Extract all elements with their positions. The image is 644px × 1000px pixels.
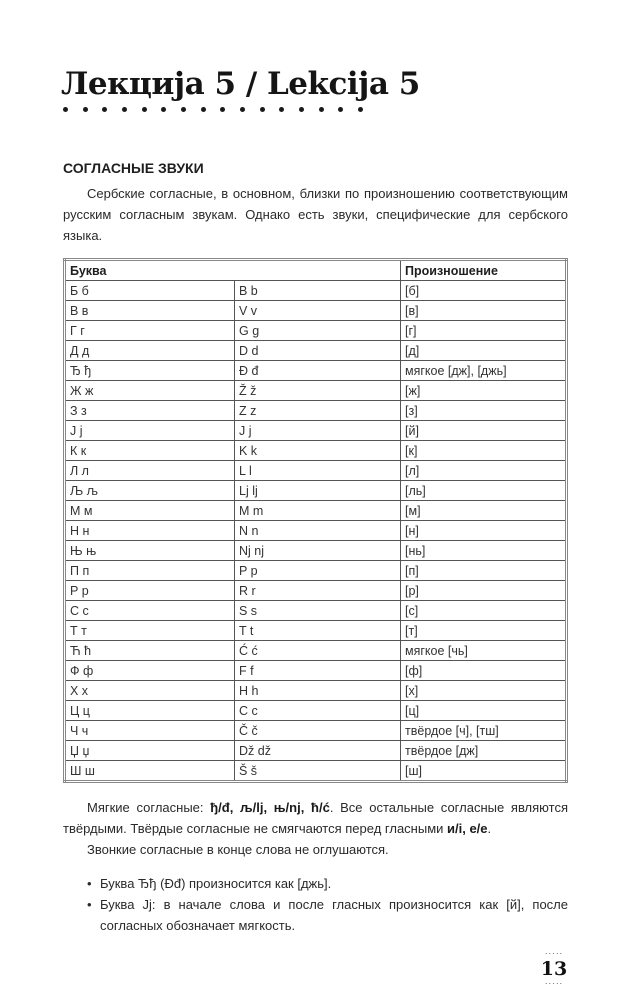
soft-middle: . Все остальные согласные являются твёрдыми. Твёрдые согласные не смягчаются перед гласными (63, 800, 568, 836)
cell-cyrillic: Т т (65, 621, 235, 641)
cell-cyrillic: Г г (65, 321, 235, 341)
cell-cyrillic: В в (65, 301, 235, 321)
list-item-text: Буква Jj: в начале слова и после гласных произносится как [й], после согласных обозначает мягкость. (100, 897, 568, 933)
cell-latin: P p (235, 561, 401, 581)
cell-latin: Z z (235, 401, 401, 421)
table-row (65, 761, 567, 782)
table-row (65, 601, 567, 621)
cell-pronunciation: [д] (401, 341, 567, 361)
dot-icon (201, 107, 206, 112)
cell-latin: H h (235, 681, 401, 701)
dot-icon (63, 107, 68, 112)
cell-pronunciation: [г] (401, 321, 567, 341)
dot-icon (319, 107, 324, 112)
cell-latin: V v (235, 301, 401, 321)
table-row (65, 741, 567, 761)
cell-cyrillic: Џ џ (65, 741, 235, 761)
cell-latin: Š š (235, 761, 401, 782)
cell-cyrillic: Л л (65, 461, 235, 481)
table-row (65, 461, 567, 481)
cell-latin: N n (235, 521, 401, 541)
cell-cyrillic: К к (65, 441, 235, 461)
table-row (65, 281, 567, 301)
cell-pronunciation: [л] (401, 461, 567, 481)
cell-latin: Lj lj (235, 481, 401, 501)
dot-icon (122, 107, 127, 112)
cell-cyrillic: Ћ ћ (65, 641, 235, 661)
cell-pronunciation: [ль] (401, 481, 567, 501)
dots-divider: ····· (544, 979, 564, 988)
dot-icon (279, 107, 284, 112)
cell-latin: T t (235, 621, 401, 641)
cell-cyrillic: Ч ч (65, 721, 235, 741)
header-letter: Буква (65, 260, 401, 281)
table-row (65, 581, 567, 601)
cell-pronunciation: [к] (401, 441, 567, 461)
cell-cyrillic: Ђ ђ (65, 361, 235, 381)
cell-latin: Ž ž (235, 381, 401, 401)
cell-latin: Dž dž (235, 741, 401, 761)
cell-pronunciation: [в] (401, 301, 567, 321)
cell-cyrillic: С с (65, 601, 235, 621)
table-row (65, 681, 567, 701)
dots-divider: ····· (544, 949, 564, 958)
cell-cyrillic: Р р (65, 581, 235, 601)
cell-cyrillic: Ц ц (65, 701, 235, 721)
dot-icon (220, 107, 225, 112)
soft-end: . (487, 821, 492, 836)
cell-pronunciation: [ш] (401, 761, 567, 782)
table-row (65, 701, 567, 721)
cell-pronunciation: мягкое [чь] (401, 641, 567, 661)
cell-pronunciation: [ф] (401, 661, 567, 681)
table-row (65, 561, 567, 581)
dot-icon (83, 107, 88, 112)
dot-icon (260, 107, 265, 112)
cell-pronunciation: мягкое [дж], [джь] (401, 361, 567, 381)
header-pronunciation: Произношение (401, 260, 567, 281)
cell-pronunciation: [й] (401, 421, 567, 441)
table-row (65, 381, 567, 401)
cell-cyrillic: З з (65, 401, 235, 421)
cell-cyrillic: Њ њ (65, 541, 235, 561)
table-row (65, 641, 567, 661)
cell-pronunciation: [т] (401, 621, 567, 641)
cell-pronunciation: твёрдое [дж] (401, 741, 567, 761)
cell-pronunciation: [з] (401, 401, 567, 421)
cell-cyrillic: Ф ф (65, 661, 235, 681)
table-row (65, 521, 567, 541)
cell-latin: Nj nj (235, 541, 401, 561)
table-row (65, 501, 567, 521)
notes-list (63, 873, 568, 936)
cell-pronunciation: [ц] (401, 701, 567, 721)
dot-icon (102, 107, 107, 112)
cell-pronunciation: [х] (401, 681, 567, 701)
table-row (65, 401, 567, 421)
cell-latin: Č č (235, 721, 401, 741)
cell-latin: L l (235, 461, 401, 481)
voiced-paragraph: Звонкие согласные в конце слова не оглушаются. (87, 842, 389, 857)
cell-latin: J j (235, 421, 401, 441)
cell-pronunciation: [р] (401, 581, 567, 601)
dot-icon (161, 107, 166, 112)
table-row (65, 481, 567, 501)
cell-latin: R r (235, 581, 401, 601)
table-row (65, 621, 567, 641)
table-row (65, 661, 567, 681)
cell-cyrillic: Ш ш (65, 761, 235, 782)
cell-cyrillic: Љ љ (65, 481, 235, 501)
cell-latin: G g (235, 321, 401, 341)
page-title: Лекција 5 / Lekcija 5 (61, 66, 420, 102)
cell-pronunciation: [с] (401, 601, 567, 621)
cell-pronunciation: [нь] (401, 541, 567, 561)
cell-cyrillic: J j (65, 421, 235, 441)
cell-pronunciation: [б] (401, 281, 567, 301)
page-number-block (540, 950, 568, 988)
title-dots-divider (63, 107, 363, 115)
table-row (65, 321, 567, 341)
cell-latin: K k (235, 441, 401, 461)
cell-latin: Ć ć (235, 641, 401, 661)
list-item (63, 873, 568, 894)
soft-vowels: и/i, е/e (447, 821, 488, 836)
table-row (65, 361, 567, 381)
cell-cyrillic: Ж ж (65, 381, 235, 401)
cell-cyrillic: Д д (65, 341, 235, 361)
table-row (65, 541, 567, 561)
section-heading: СОГЛАСНЫЕ ЗВУКИ (63, 160, 204, 176)
soft-letters: ђ/đ, љ/lj, њ/nj, ћ/ć (210, 800, 330, 815)
cell-pronunciation: [м] (401, 501, 567, 521)
cell-pronunciation: [ж] (401, 381, 567, 401)
dot-icon (358, 107, 363, 112)
bullet-icon: • (87, 897, 92, 912)
soft-consonants-paragraph (63, 797, 568, 839)
cell-cyrillic: П п (65, 561, 235, 581)
table-header-row (65, 260, 567, 281)
cell-pronunciation: [п] (401, 561, 567, 581)
list-item (63, 894, 568, 936)
cell-latin: D d (235, 341, 401, 361)
cell-latin: B b (235, 281, 401, 301)
dot-icon (240, 107, 245, 112)
cell-cyrillic: Н н (65, 521, 235, 541)
cell-cyrillic: Х х (65, 681, 235, 701)
dot-icon (338, 107, 343, 112)
table-row (65, 301, 567, 321)
table-row (65, 441, 567, 461)
dot-icon (142, 107, 147, 112)
list-item-text: Буква Ђђ (Đđ) произносится как [джь]. (100, 876, 332, 891)
cell-pronunciation: твёрдое [ч], [тш] (401, 721, 567, 741)
page-number: 13 (540, 958, 568, 980)
cell-latin: S s (235, 601, 401, 621)
cell-latin: M m (235, 501, 401, 521)
cell-latin: Đ đ (235, 361, 401, 381)
cell-pronunciation: [н] (401, 521, 567, 541)
soft-prefix: Мягкие согласные: (87, 800, 211, 815)
dot-icon (181, 107, 186, 112)
cell-cyrillic: М м (65, 501, 235, 521)
intro-paragraph: Сербские согласные, в основном, близки по произношению соответствующим русским согласным звукам. Однако есть звуки, специфические для сербского языка. (63, 186, 568, 243)
table-row (65, 421, 567, 441)
consonants-table (63, 258, 568, 783)
bullet-icon: • (87, 876, 92, 891)
cell-cyrillic: Б б (65, 281, 235, 301)
table-row (65, 721, 567, 741)
cell-latin: F f (235, 661, 401, 681)
table-row (65, 341, 567, 361)
dot-icon (299, 107, 304, 112)
cell-latin: C c (235, 701, 401, 721)
